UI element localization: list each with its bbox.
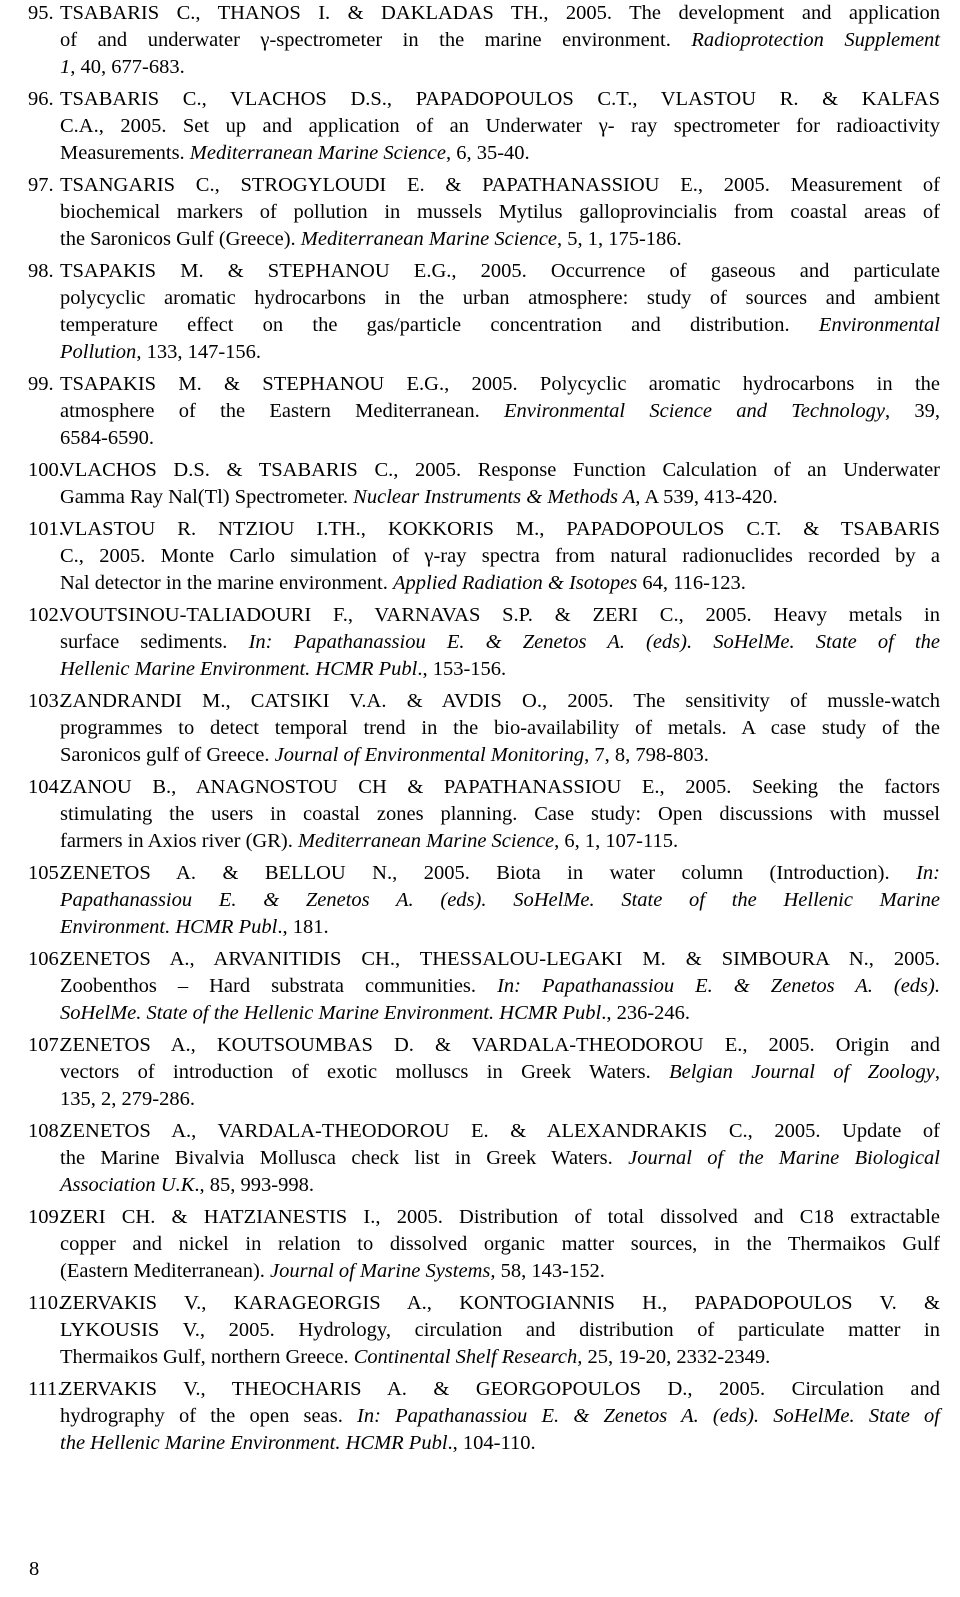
- reference-number: 111.: [28, 1378, 63, 1400]
- reference-line: [60, 1317, 940, 1344]
- reference-number: 96.: [28, 88, 54, 110]
- reference-line: [60, 312, 940, 339]
- italic-segment: SoHelMe. State of the Hellenic Marine Environment. HCMR Publ: [60, 1002, 602, 1024]
- text-segment: ZERI CH. & HATZIANESTIS I., 2005. Distribution of total dissolved and C18 extractable: [60, 1206, 940, 1228]
- reference-number: 104.: [28, 776, 64, 798]
- reference-text: [60, 457, 940, 511]
- reference-line: [60, 425, 940, 452]
- reference-text: [60, 688, 940, 769]
- reference-text: [60, 258, 940, 366]
- reference-line: [60, 54, 940, 81]
- text-segment: ZANDRANDI M., CATSIKI V.A. & AVDIS O., 2005. The sensitivity of mussle-watch: [60, 690, 940, 712]
- italic-segment: Journal of Environmental Monitoring: [274, 744, 585, 766]
- reference-line: [60, 285, 940, 312]
- reference-line: [60, 688, 940, 715]
- text-segment: vectors of introduction of exotic molluscs in Greek Waters.: [60, 1061, 670, 1083]
- reference-text: [60, 1204, 940, 1285]
- text-segment: ZENETOS A., KOUTSOUMBAS D. & VARDALA-THEODOROU E., 2005. Origin and: [60, 1034, 940, 1056]
- reference-line: [60, 715, 940, 742]
- text-segment: Saronicos gulf of Greece.: [60, 744, 275, 766]
- reference-line: [60, 27, 940, 54]
- text-segment: Gamma Ray Nal(Tl) Spectrometer.: [60, 486, 354, 508]
- reference-line: [60, 86, 940, 113]
- text-segment: ZENETOS A., ARVANITIDIS CH., THESSALOU-LEGAKI M. & SIMBOURA N., 2005.: [60, 948, 940, 970]
- reference-line: [60, 887, 940, 914]
- text-segment: C.A., 2005. Set up and application of an Underwater γ- ray spectrometer for radioactivity: [60, 115, 940, 137]
- text-segment: 40, 677-683.: [75, 56, 185, 78]
- text-segment: biochemical markers of pollution in mussels Mytilus galloprovincialis from coastal areas of: [60, 201, 940, 223]
- reference-line: [60, 1403, 940, 1430]
- reference-line: [60, 1000, 940, 1027]
- reference-number: 101.: [28, 518, 64, 540]
- italic-segment: In:: [916, 862, 940, 884]
- reference-number: 107.: [28, 1034, 64, 1056]
- reference-line: [60, 1231, 940, 1258]
- reference-text: [60, 602, 940, 683]
- reference-line: [60, 258, 940, 285]
- text-segment: programmes to detect temporal trend in the bio-availability of metals. A case study of the: [60, 717, 940, 739]
- reference-number: 108.: [28, 1120, 64, 1142]
- text-segment: ZENETOS A., VARDALA-THEODOROU E. & ALEXANDRAKIS C., 2005. Update of: [60, 1120, 940, 1142]
- reference-line: [60, 1344, 940, 1371]
- text-segment: of and underwater γ-spectrometer in the marine environment.: [60, 29, 692, 51]
- reference-number: 95.: [28, 2, 54, 24]
- text-segment: , 133, 147-156.: [136, 341, 262, 363]
- text-segment: TSAPAKIS M. & STEPHANOU E.G., 2005. Occurrence of gaseous and particulate: [60, 260, 940, 282]
- reference-line: [60, 1376, 940, 1403]
- text-segment: Zoobenthos – Hard substrata communities.: [60, 975, 498, 997]
- text-segment: TSABARIS C., THANOS I. & DAKLADAS TH., 2005. The development and application: [60, 2, 940, 24]
- reference-number: 110.: [28, 1292, 64, 1314]
- reference-text: [60, 86, 940, 167]
- reference-line: [60, 973, 940, 1000]
- reference-line: [60, 860, 940, 887]
- text-segment: VLASTOU R. NTZIOU I.TH., KOKKORIS M., PAPADOPOULOS C.T. & TSABARIS: [60, 518, 940, 540]
- text-segment: ., 104-110.: [447, 1432, 536, 1454]
- reference-text: [60, 371, 940, 452]
- reference-line: [60, 172, 940, 199]
- text-segment: ., 85, 993-998.: [194, 1174, 314, 1196]
- text-segment: (Eastern Mediterranean).: [60, 1260, 271, 1282]
- text-segment: ZENETOS A. & BELLOU N., 2005. Biota in water column (Introduction).: [60, 862, 917, 884]
- italic-segment: Mediterranean Marine Science: [300, 228, 557, 250]
- italic-segment: In: Papathanassiou E. & Zenetos A. (eds). SoHelMe. State of the: [248, 631, 940, 653]
- text-segment: LYKOUSIS V., 2005. Hydrology, circulation and distribution of particulate matter in: [60, 1319, 940, 1341]
- reference-text: [60, 860, 940, 941]
- text-segment: TSAPAKIS M. & STEPHANOU E.G., 2005. Polycyclic aromatic hydrocarbons in the: [60, 373, 940, 395]
- text-segment: farmers in Axios river (GR).: [60, 830, 298, 852]
- reference-line: [60, 339, 940, 366]
- reference-line: [60, 1032, 940, 1059]
- reference-text: [60, 0, 940, 81]
- italic-segment: Nuclear Instruments & Methods A,: [353, 486, 641, 508]
- reference-line: [60, 1204, 940, 1231]
- text-segment: ZANOU B., ANAGNOSTOU CH & PAPATHANASSIOU E., 2005. Seeking the factors: [60, 776, 940, 798]
- reference-line: [60, 457, 940, 484]
- text-segment: Measurements.: [60, 142, 190, 164]
- reference-line: [60, 774, 940, 801]
- text-segment: the Marine Bivalvia Mollusca check list in Greek Waters.: [60, 1147, 629, 1169]
- text-segment: stimulating the users in coastal zones planning. Case study: Open discussions with mussel: [60, 803, 940, 825]
- reference-line: [60, 398, 940, 425]
- text-segment: 6584-6590.: [60, 427, 154, 449]
- reference-text: [60, 1290, 940, 1371]
- italic-segment: In: Papathanassiou E. & Zenetos A. (eds). SoHelMe. State of: [357, 1405, 940, 1427]
- reference-line: [60, 742, 940, 769]
- text-segment: atmosphere of the Eastern Mediterranean.: [60, 400, 505, 422]
- italic-segment: Radioprotection Supplement: [691, 29, 940, 51]
- italic-segment: Belgian Journal of Zoology: [669, 1061, 935, 1083]
- text-segment: A 539, 413-420.: [640, 486, 778, 508]
- italic-segment: Applied Radiation & Isotopes: [393, 572, 638, 594]
- reference-line: [60, 371, 940, 398]
- reference-line: [60, 1059, 940, 1086]
- text-segment: TSANGARIS C., STROGYLOUDI E. & PAPATHANASSIOU E., 2005. Measurement of: [60, 174, 940, 196]
- text-segment: VLACHOS D.S. & TSABARIS C., 2005. Response Function Calculation of an Underwater: [60, 459, 940, 481]
- reference-line: [60, 1172, 940, 1199]
- reference-text: [60, 1376, 940, 1457]
- text-segment: polycyclic aromatic hydrocarbons in the urban atmosphere: study of sources and ambient: [60, 287, 940, 309]
- reference-number: 105.: [28, 862, 64, 884]
- italic-segment: 1,: [60, 56, 76, 78]
- reference-number: 99.: [28, 373, 54, 395]
- reference-text: [60, 1032, 940, 1113]
- reference-line: [60, 0, 940, 27]
- italic-segment: Pollution: [60, 341, 137, 363]
- italic-segment: Hellenic Marine Environment. HCMR Publ: [60, 658, 418, 680]
- text-segment: ., 153-156.: [417, 658, 507, 680]
- text-segment: hydrography of the open seas.: [60, 1405, 358, 1427]
- text-segment: ., 181.: [277, 916, 329, 938]
- italic-segment: Environmental: [818, 314, 940, 336]
- page-number: 8: [29, 1558, 40, 1580]
- reference-line: [60, 140, 940, 167]
- italic-segment: Environmental Science and Technology: [504, 400, 885, 422]
- italic-segment: In: Papathanassiou E. & Zenetos A. (eds).: [497, 975, 940, 997]
- reference-line: [60, 1145, 940, 1172]
- text-segment: , 6, 35-40.: [445, 142, 530, 164]
- reference-line: [60, 602, 940, 629]
- text-segment: Nal detector in the marine environment.: [60, 572, 394, 594]
- text-segment: ., 236-246.: [601, 1002, 691, 1024]
- reference-line: [60, 484, 940, 511]
- reference-number: 109.: [28, 1206, 64, 1228]
- reference-line: [60, 801, 940, 828]
- text-segment: ZERVAKIS V., THEOCHARIS A. & GEORGOPOULOS D., 2005. Circulation and: [60, 1378, 940, 1400]
- text-segment: Thermaikos Gulf, northern Greece.: [60, 1346, 354, 1368]
- italic-segment: Association U.K: [60, 1174, 195, 1196]
- reference-text: [60, 774, 940, 855]
- reference-line: [60, 1118, 940, 1145]
- reference-number: 103.: [28, 690, 64, 712]
- reference-line: [60, 656, 940, 683]
- italic-segment: the Hellenic Marine Environment. HCMR Publ: [60, 1432, 448, 1454]
- reference-text: [60, 946, 940, 1027]
- reference-line: [60, 1290, 940, 1317]
- text-segment: ZERVAKIS V., KARAGEORGIS A., KONTOGIANNIS H., PAPADOPOULOS V. &: [60, 1292, 940, 1314]
- reference-text: [60, 516, 940, 597]
- text-segment: 135, 2, 279-286.: [60, 1088, 195, 1110]
- italic-segment: Environment. HCMR Publ: [60, 916, 278, 938]
- text-segment: C., 2005. Monte Carlo simulation of γ-ray spectra from natural radionuclides recorded by a: [60, 545, 940, 567]
- text-segment: surface sediments.: [60, 631, 249, 653]
- text-segment: 64, 116-123.: [637, 572, 746, 594]
- text-segment: copper and nickel in relation to dissolved organic matter sources, in the Thermaikos Gulf: [60, 1233, 940, 1255]
- reference-line: [60, 914, 940, 941]
- italic-segment: Mediterranean Marine Science: [189, 142, 446, 164]
- reference-line: [60, 199, 940, 226]
- text-segment: the Saronicos Gulf (Greece).: [60, 228, 301, 250]
- reference-line: [60, 1258, 940, 1285]
- text-segment: TSABARIS C., VLACHOS D.S., PAPADOPOULOS C.T., VLASTOU R. & KALFAS: [60, 88, 940, 110]
- reference-text: [60, 172, 940, 253]
- reference-number: 102.: [28, 604, 64, 626]
- reference-text: [60, 1118, 940, 1199]
- reference-number: 100.: [28, 459, 64, 481]
- text-segment: 58, 143-152.: [495, 1260, 605, 1282]
- text-segment: 25, 19-20, 2332-2349.: [582, 1346, 771, 1368]
- reference-number: 97.: [28, 174, 54, 196]
- italic-segment: Journal of Marine Systems,: [270, 1260, 496, 1282]
- reference-line: [60, 1086, 940, 1113]
- text-segment: , 6, 1, 107-115.: [554, 830, 679, 852]
- text-segment: VOUTSINOU-TALIADOURI F., VARNAVAS S.P. & ZERI C., 2005. Heavy metals in: [60, 604, 940, 626]
- text-segment: , 7, 8, 798-803.: [584, 744, 709, 766]
- text-segment: ,: [934, 1061, 940, 1083]
- reference-line: [60, 946, 940, 973]
- reference-line: [60, 828, 940, 855]
- text-segment: , 39,: [885, 400, 941, 422]
- reference-line: [60, 543, 940, 570]
- italic-segment: Mediterranean Marine Science: [297, 830, 555, 852]
- italic-segment: Continental Shelf Research,: [353, 1346, 583, 1368]
- text-segment: temperature effect on the gas/particle concentration and distribution.: [60, 314, 819, 336]
- reference-line: [60, 226, 940, 253]
- italic-segment: Papathanassiou E. & Zenetos A. (eds). SoHelMe. State of the Hellenic Marine: [60, 889, 940, 911]
- italic-segment: Journal of the Marine Biological: [628, 1147, 941, 1169]
- reference-number: 106.: [28, 948, 64, 970]
- text-segment: , 5, 1, 175-186.: [556, 228, 682, 250]
- reference-line: [60, 516, 940, 543]
- reference-line: [60, 570, 940, 597]
- reference-number: 98.: [28, 260, 54, 282]
- reference-line: [60, 1430, 940, 1457]
- reference-line: [60, 113, 940, 140]
- reference-line: [60, 629, 940, 656]
